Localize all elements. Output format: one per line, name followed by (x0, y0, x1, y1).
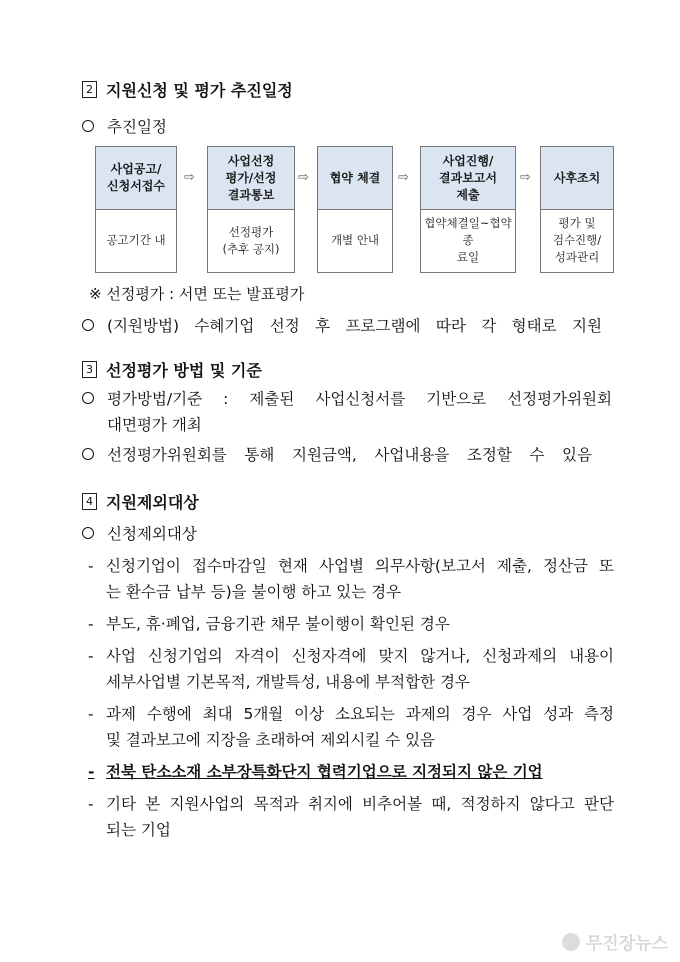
flow-step-1 (95, 146, 177, 273)
list-item (88, 611, 614, 637)
flow-step-head: 협약 체결 (318, 147, 392, 210)
flow-step-2 (207, 146, 295, 273)
section-title-text: 선정평가 방법 및 기준 (106, 361, 262, 380)
evaluation-note: ※ 선정평가 : 서면 또는 발표평가 (89, 285, 305, 303)
list-item-highlight (88, 759, 614, 785)
list-item-line2: 및 결과보고에 지장을 초래하여 제외시킬 수 있음 (106, 731, 436, 749)
section-number-box: 2 (82, 81, 97, 98)
flow-step-4 (420, 146, 516, 273)
eval-method-item (82, 386, 612, 438)
circle-bullet-icon (82, 120, 94, 132)
eval-method-line2: 대면평가 개최 (107, 416, 202, 434)
dash-bullet: - (88, 763, 95, 781)
list-item-line2: 세부사업별 기본목적, 개발특성, 내용에 부적합한 경우 (106, 673, 470, 691)
list-item (88, 701, 614, 753)
list-item (88, 553, 614, 605)
list-item-line1: 전북 탄소소재 소부장특화단지 협력기업으로 지정되지 않은 기업 (106, 763, 543, 781)
list-item (88, 643, 614, 695)
circle-bullet-icon (82, 527, 94, 539)
section-title-text: 지원신청 및 평가 추진일정 (106, 81, 293, 100)
eval-adjust-text: 선정평가위원회를 통해 지원금액, 사업내용을 조정할 수 있음 (107, 446, 592, 464)
eval-method-line1: 평가방법/기준 : 제출된 사업신청서를 기반으로 선정평가위원회 (107, 390, 612, 408)
section-number-box: 3 (82, 361, 97, 378)
list-item-line1: 사업 신청기업의 자격이 신청자격에 맞지 않거나, 신청과제의 내용이 (106, 647, 614, 665)
flow-step-5 (540, 146, 614, 273)
dash-bullet: - (88, 795, 94, 813)
schedule-heading (82, 114, 167, 140)
flow-step-3 (317, 146, 393, 273)
dash-bullet: - (88, 615, 94, 633)
circle-bullet-icon (82, 392, 94, 404)
list-item-line2: 되는 기업 (106, 821, 171, 839)
flow-step-head: 사업공고/ 신청서접수 (96, 147, 176, 210)
list-item-line1: 기타 본 지원사업의 목적과 취지에 비추어볼 때, 적정하지 않다고 판단 (106, 795, 614, 813)
flow-step-body: 공고기간 내 (106, 233, 166, 247)
flow-step-body: 협약체결일~협약종 료일 (424, 216, 512, 264)
exclusion-list (88, 553, 614, 843)
circle-bullet-icon (82, 448, 94, 460)
mountain-logo-icon (562, 933, 580, 951)
list-item-line1: 과제 수행에 최대 5개월 이상 소요되는 과제의 경우 사업 성과 측정 (106, 705, 614, 723)
flow-step-body: 평가 및 검수진행/ 성과관리 (552, 216, 602, 264)
flow-step-head: 사업선정 평가/선정 결과통보 (208, 147, 294, 210)
list-item-line2: 는 환수금 납부 등)을 불이행 하고 있는 경우 (106, 583, 402, 601)
dash-bullet: - (88, 647, 94, 665)
support-method-text: (지원방법) 수혜기업 선정 후 프로그램에 따라 각 형태로 지원 (107, 317, 602, 335)
section-number-box: 4 (82, 493, 97, 510)
dash-bullet: - (88, 705, 94, 723)
exclusion-heading-text: 신청제외대상 (107, 525, 197, 543)
right-arrow-icon: ⇨ (184, 170, 195, 185)
flow-step-body: 개별 안내 (330, 233, 380, 247)
circle-bullet-icon (82, 319, 94, 331)
right-arrow-icon: ⇨ (398, 170, 409, 185)
schedule-heading-text: 추진일정 (107, 118, 167, 136)
watermark (562, 929, 668, 954)
list-item-line1: 신청기업이 접수마감일 현재 사업별 의무사항(보고서 제출, 정산금 또 (106, 557, 614, 575)
support-method (82, 313, 602, 339)
list-item (88, 791, 614, 843)
section-2-title (82, 78, 293, 101)
exclusion-heading (82, 521, 197, 547)
flow-step-head: 사업진행/ 결과보고서 제출 (421, 147, 515, 210)
right-arrow-icon: ⇨ (520, 170, 531, 185)
flow-step-body: 선정평가 (추후 공지) (222, 224, 280, 256)
section-3-title (82, 358, 262, 381)
section-4-title (82, 490, 199, 513)
dash-bullet: - (88, 557, 94, 575)
flow-step-head: 사후조치 (541, 147, 613, 210)
list-item-line1: 부도, 휴·폐업, 금융기관 채무 불이행이 확인된 경우 (106, 615, 450, 633)
right-arrow-icon: ⇨ (298, 170, 309, 185)
section-title-text: 지원제외대상 (106, 493, 199, 512)
eval-adjust-item (82, 442, 592, 468)
watermark-text: 무진장뉴스 (585, 934, 668, 954)
